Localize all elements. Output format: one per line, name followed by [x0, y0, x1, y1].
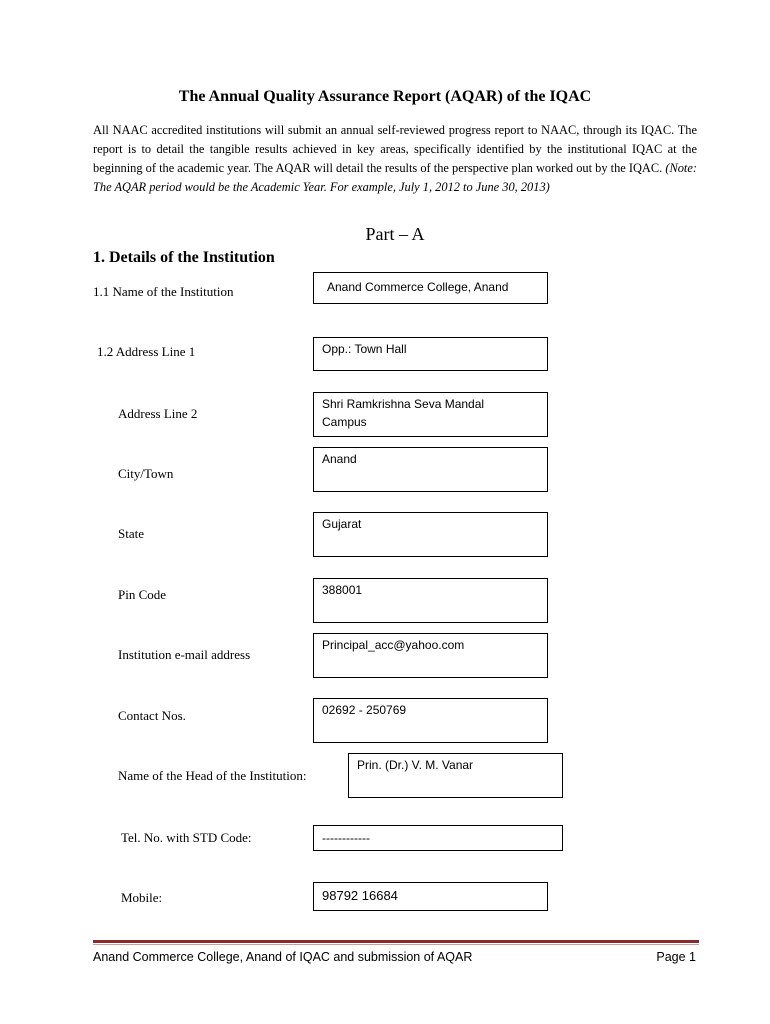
mobile-label: Mobile: [121, 890, 163, 905]
state-label: State [118, 526, 144, 541]
institution-name-field[interactable]: Anand Commerce College, Anand [313, 272, 548, 304]
contact-label: Contact Nos. [118, 708, 186, 723]
tel-field[interactable]: ------------ [313, 825, 563, 851]
footer-rule [93, 940, 699, 943]
pin-code-label: Pin Code [118, 587, 167, 602]
mobile-field[interactable]: 98792 16684 [313, 882, 548, 911]
page-number: Page 1 [656, 950, 696, 964]
city-label: City/Town [118, 466, 174, 481]
institution-name-label: 1.1 Name of the Institution [93, 284, 234, 299]
address-line1-field[interactable]: Opp.: Town Hall [313, 337, 548, 371]
intro-text: All NAAC accredited institutions will submit an annual self-reviewed progress report to NAAC, through its IQAC. The report is to detail the tangible results achieved in key areas, specifically identified by the institutional IQAC at the beginning of the academic year. The AQAR will detail the results of the perspective plan worked out by the IQAC. [93, 123, 697, 175]
head-field[interactable]: Prin. (Dr.) V. M. Vanar [348, 753, 563, 798]
part-heading: Part – A [365, 224, 425, 244]
head-label: Name of the Head of the Institution: [118, 768, 307, 783]
footer-text: Anand Commerce College, Anand of IQAC and submission of AQAR [93, 950, 473, 964]
email-field[interactable]: Principal_acc@yahoo.com [313, 633, 548, 678]
city-field[interactable]: Anand [313, 447, 548, 492]
state-field[interactable]: Gujarat [313, 512, 548, 557]
pin-code-field[interactable]: 388001 [313, 578, 548, 623]
address-line2-label: Address Line 2 [118, 406, 198, 421]
address-line1-label: 1.2 Address Line 1 [97, 344, 196, 359]
address-line2-field[interactable]: Shri Ramkrishna Seva Mandal Campus [313, 392, 548, 437]
email-label: Institution e-mail address [118, 647, 251, 662]
footer-rule-thin [93, 944, 699, 945]
contact-field[interactable]: 02692 - 250769 [313, 698, 548, 743]
section-heading: 1. Details of the Institution [93, 249, 275, 266]
intro-note: (Note: The AQAR period would be the Academic Year. For example, July 1, 2012 to June 30, 2013) [93, 161, 697, 194]
intro-paragraph [93, 121, 697, 197]
tel-label: Tel. No. with STD Code: [121, 830, 252, 845]
report-title: The Annual Quality Assurance Report (AQAR) of the IQAC [178, 88, 592, 105]
